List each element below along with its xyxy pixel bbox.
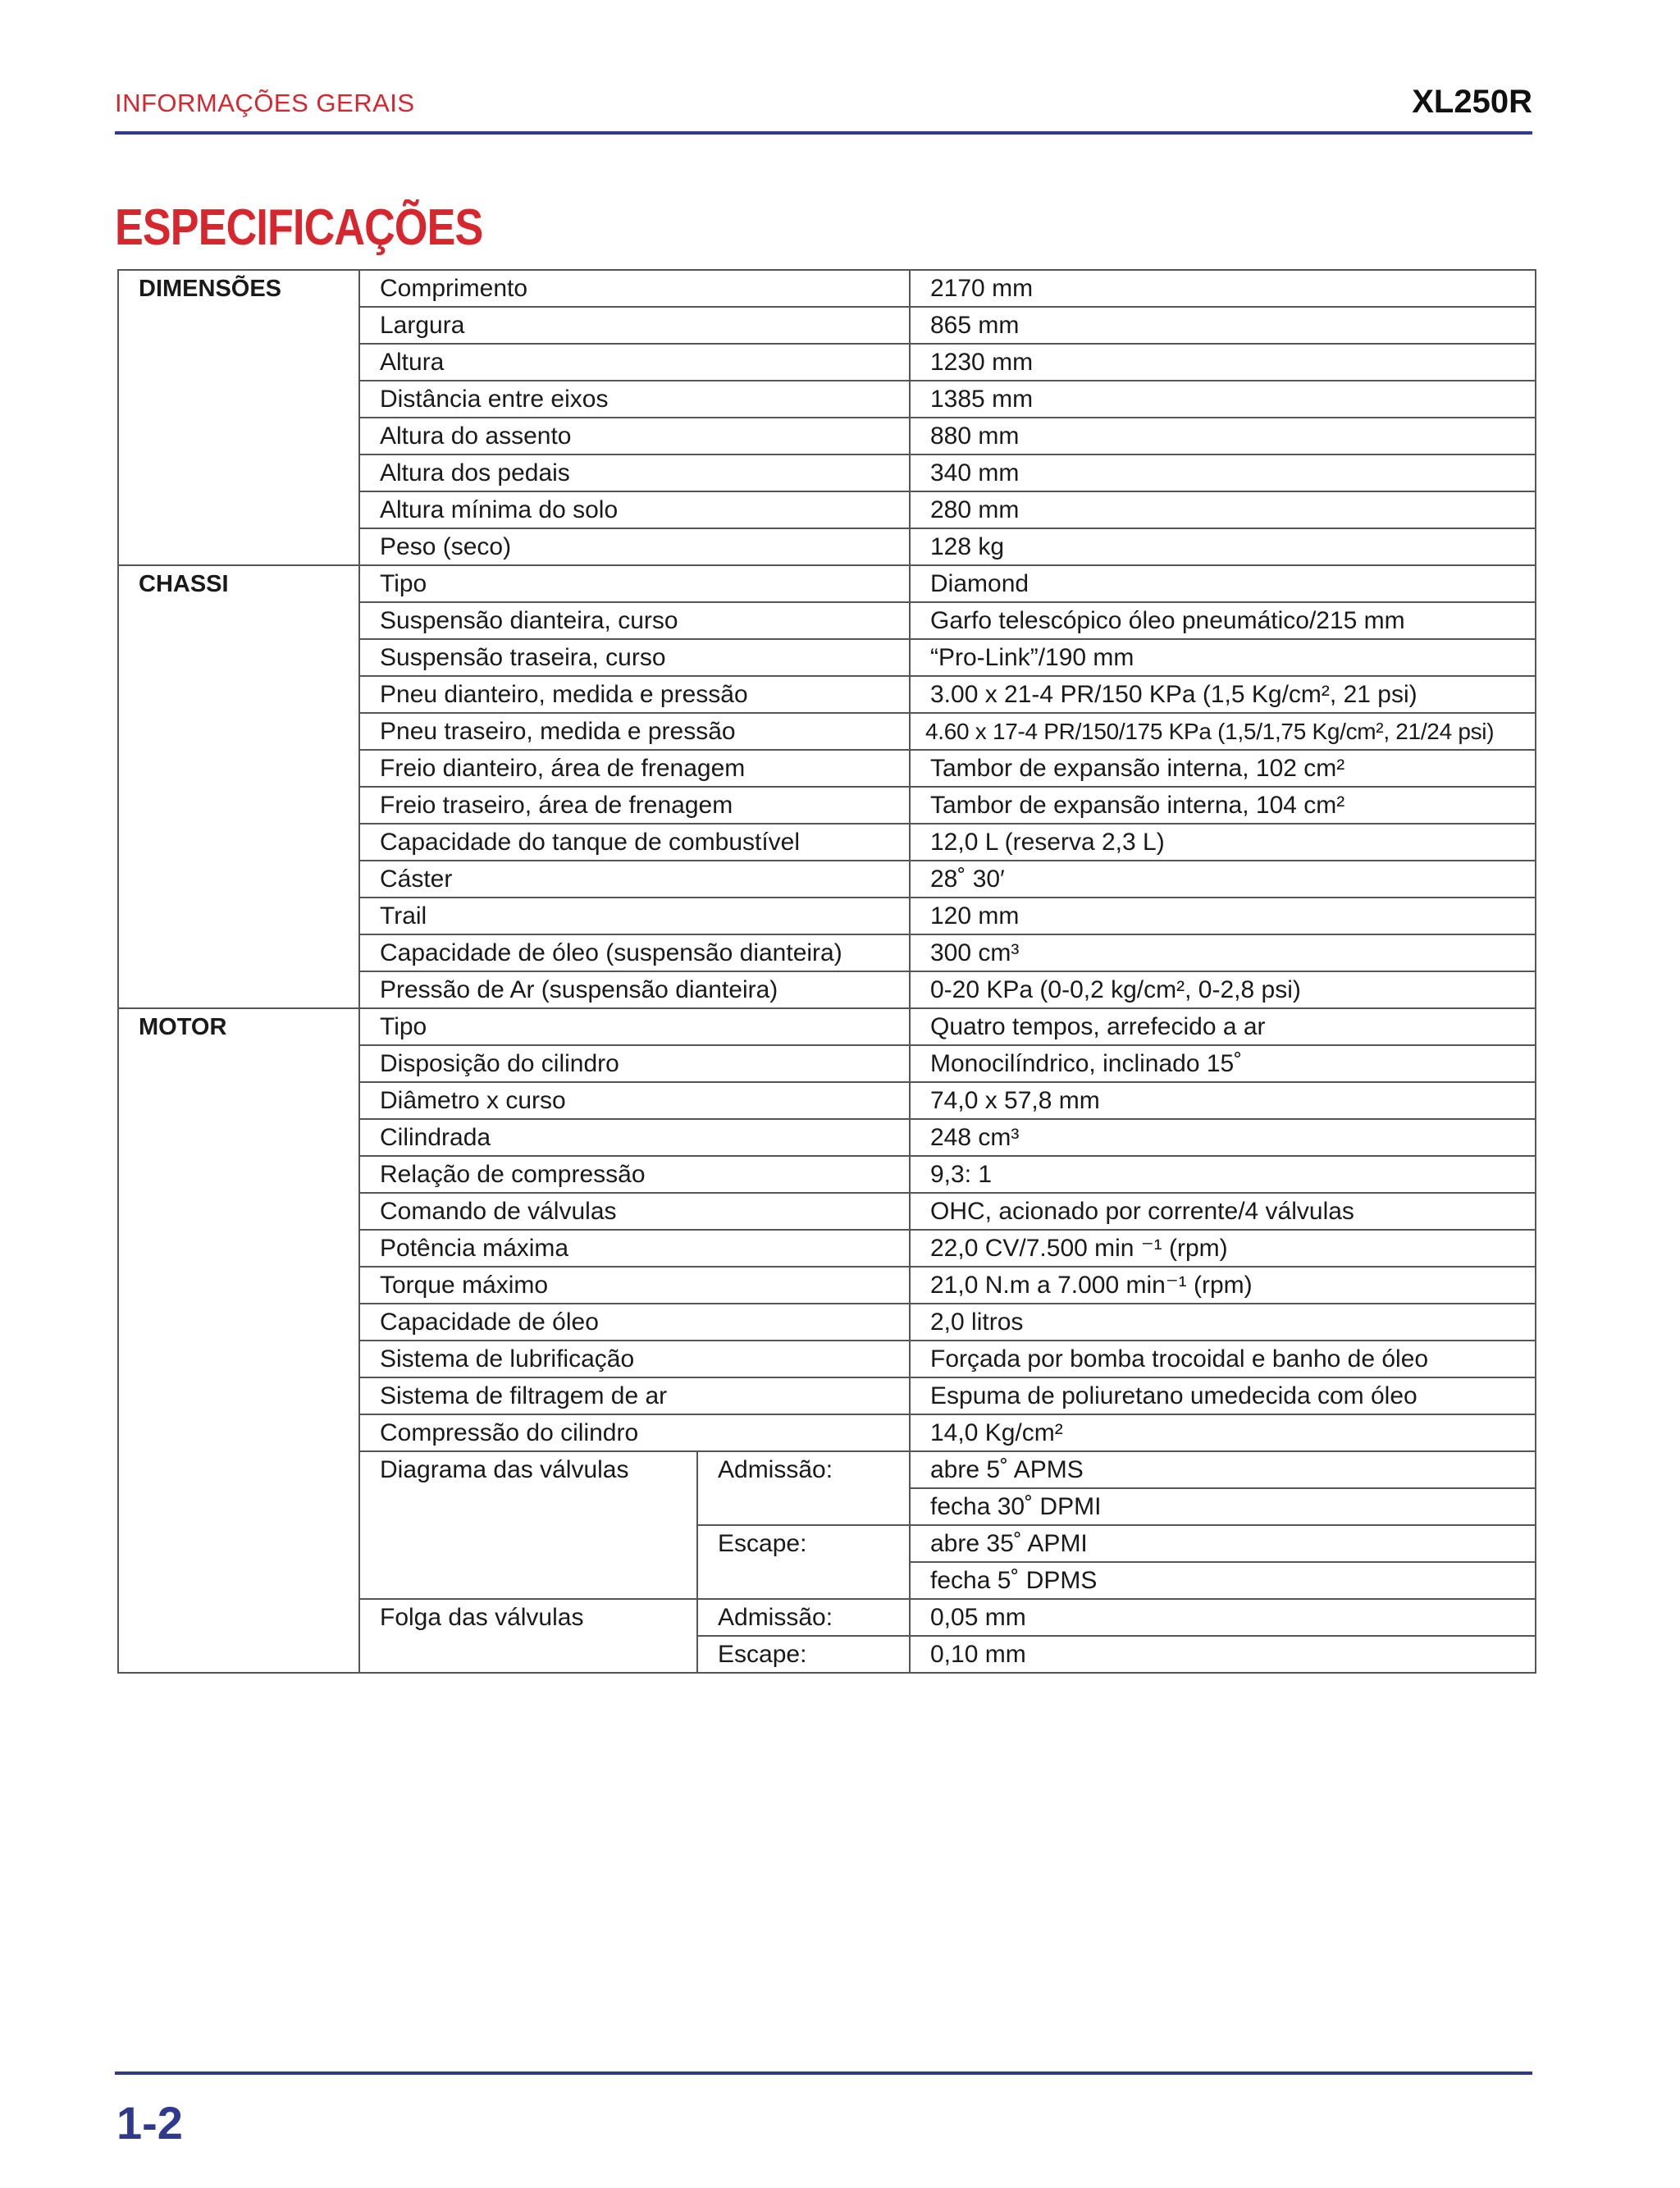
spec-value: 0-20 KPa (0-0,2 kg/cm², 0-2,8 psi): [910, 971, 1536, 1008]
spec-label: Suspensão traseira, curso: [359, 639, 910, 676]
spec-label: Pneu dianteiro, medida e pressão: [359, 676, 910, 713]
spec-label: Tipo: [359, 565, 910, 602]
spec-value: 120 mm: [910, 898, 1536, 934]
spec-label: Relação de compressão: [359, 1156, 910, 1193]
valve-clearance-intake-label: Admissão:: [697, 1599, 910, 1636]
spec-label: Sistema de lubrificação: [359, 1341, 910, 1377]
spec-label: Diâmetro x curso: [359, 1082, 910, 1119]
spec-value: Diamond: [910, 565, 1536, 602]
header-section-title: INFORMAÇÕES GERAIS: [115, 89, 415, 117]
spec-label: Peso (seco): [359, 528, 910, 565]
spec-label: Torque máximo: [359, 1267, 910, 1304]
spec-label: Freio traseiro, área de frenagem: [359, 787, 910, 824]
spec-value: abre 5˚ APMS: [910, 1451, 1536, 1488]
spec-label: Tipo: [359, 1008, 910, 1045]
spec-label: Altura mínima do solo: [359, 491, 910, 528]
spec-label: Freio dianteiro, área de frenagem: [359, 750, 910, 787]
spec-label: Capacidade de óleo: [359, 1304, 910, 1341]
spec-label: Distância entre eixos: [359, 381, 910, 418]
spec-value: Tambor de expansão interna, 102 cm²: [910, 750, 1536, 787]
spec-value: 28˚ 30′: [910, 861, 1536, 898]
spec-label: Potência máxima: [359, 1230, 910, 1267]
valve-timing-label: Diagrama das válvulas: [359, 1451, 697, 1599]
spec-value: Garfo telescópico óleo pneumático/215 mm: [910, 602, 1536, 639]
spec-value: 4.60 x 17-4 PR/150/175 KPa (1,5/1,75 Kg/cm², 21/24 psi): [910, 713, 1536, 750]
spec-label: Suspensão dianteira, curso: [359, 602, 910, 639]
spec-value: OHC, acionado por corrente/4 válvulas: [910, 1193, 1536, 1230]
valve-clearance-label: Folga das válvulas: [359, 1599, 697, 1673]
page-title: ESPECIFICAÇÕES: [115, 199, 483, 256]
spec-label: Cilindrada: [359, 1119, 910, 1156]
spec-value: Quatro tempos, arrefecido a ar: [910, 1008, 1536, 1045]
valve-timing-intake-label: Admissão:: [697, 1451, 910, 1525]
specifications-table: [117, 269, 1536, 1674]
spec-value: 880 mm: [910, 418, 1536, 455]
spec-label: Altura do assento: [359, 418, 910, 455]
section-label-chassi: CHASSI: [118, 565, 359, 1008]
spec-value: 340 mm: [910, 455, 1536, 491]
spec-value: 3.00 x 21-4 PR/150 KPa (1,5 Kg/cm², 21 psi): [910, 676, 1536, 713]
spec-value: 865 mm: [910, 307, 1536, 344]
spec-value: 0,05 mm: [910, 1599, 1536, 1636]
spec-value: fecha 5˚ DPMS: [910, 1562, 1536, 1599]
spec-value: 2,0 litros: [910, 1304, 1536, 1341]
spec-value: 12,0 L (reserva 2,3 L): [910, 824, 1536, 861]
spec-value: 22,0 CV/7.500 min ⁻¹ (rpm): [910, 1230, 1536, 1267]
spec-label: Largura: [359, 307, 910, 344]
header-model-name: XL250R: [1412, 84, 1532, 120]
spec-value: Tambor de expansão interna, 104 cm²: [910, 787, 1536, 824]
spec-label: Pneu traseiro, medida e pressão: [359, 713, 910, 750]
valve-clearance-exhaust-label: Escape:: [697, 1636, 910, 1673]
spec-value: 74,0 x 57,8 mm: [910, 1082, 1536, 1119]
spec-value: Forçada por bomba trocoidal e banho de óleo: [910, 1341, 1536, 1377]
spec-label: Altura: [359, 344, 910, 381]
spec-label: Sistema de filtragem de ar: [359, 1377, 910, 1414]
spec-value: “Pro-Link”/190 mm: [910, 639, 1536, 676]
page-number: 1-2: [116, 2097, 183, 2149]
spec-label: Capacidade do tanque de combustível: [359, 824, 910, 861]
spec-value: 9,3: 1: [910, 1156, 1536, 1193]
spec-label: Altura dos pedais: [359, 455, 910, 491]
spec-value: Monocilíndrico, inclinado 15˚: [910, 1045, 1536, 1082]
spec-value: 300 cm³: [910, 934, 1536, 971]
spec-label: Disposição do cilindro: [359, 1045, 910, 1082]
valve-timing-exhaust-label: Escape:: [697, 1525, 910, 1599]
spec-label: Trail: [359, 898, 910, 934]
table-row: [118, 1008, 1536, 1045]
table-row: [118, 270, 1536, 307]
spec-value: fecha 30˚ DPMI: [910, 1488, 1536, 1525]
table-row: [118, 565, 1536, 602]
spec-label: Compressão do cilindro: [359, 1414, 910, 1451]
section-label-motor: MOTOR: [118, 1008, 359, 1673]
spec-value: 21,0 N.m a 7.000 min⁻¹ (rpm): [910, 1267, 1536, 1304]
spec-label: Comando de válvulas: [359, 1193, 910, 1230]
spec-value: 0,10 mm: [910, 1636, 1536, 1673]
spec-value: 2170 mm: [910, 270, 1536, 307]
spec-value: 128 kg: [910, 528, 1536, 565]
section-label-dimensoes: DIMENSÕES: [118, 270, 359, 565]
spec-value: 1230 mm: [910, 344, 1536, 381]
footer-rule: [115, 2072, 1532, 2075]
spec-value: 280 mm: [910, 491, 1536, 528]
spec-label: Pressão de Ar (suspensão dianteira): [359, 971, 910, 1008]
spec-value: 1385 mm: [910, 381, 1536, 418]
spec-label: Comprimento: [359, 270, 910, 307]
spec-label: Cáster: [359, 861, 910, 898]
spec-label: Capacidade de óleo (suspensão dianteira): [359, 934, 910, 971]
spec-value: abre 35˚ APMI: [910, 1525, 1536, 1562]
spec-value: Espuma de poliuretano umedecida com óleo: [910, 1377, 1536, 1414]
spec-value: 248 cm³: [910, 1119, 1536, 1156]
spec-value: 14,0 Kg/cm²: [910, 1414, 1536, 1451]
page-header: [115, 84, 1532, 135]
